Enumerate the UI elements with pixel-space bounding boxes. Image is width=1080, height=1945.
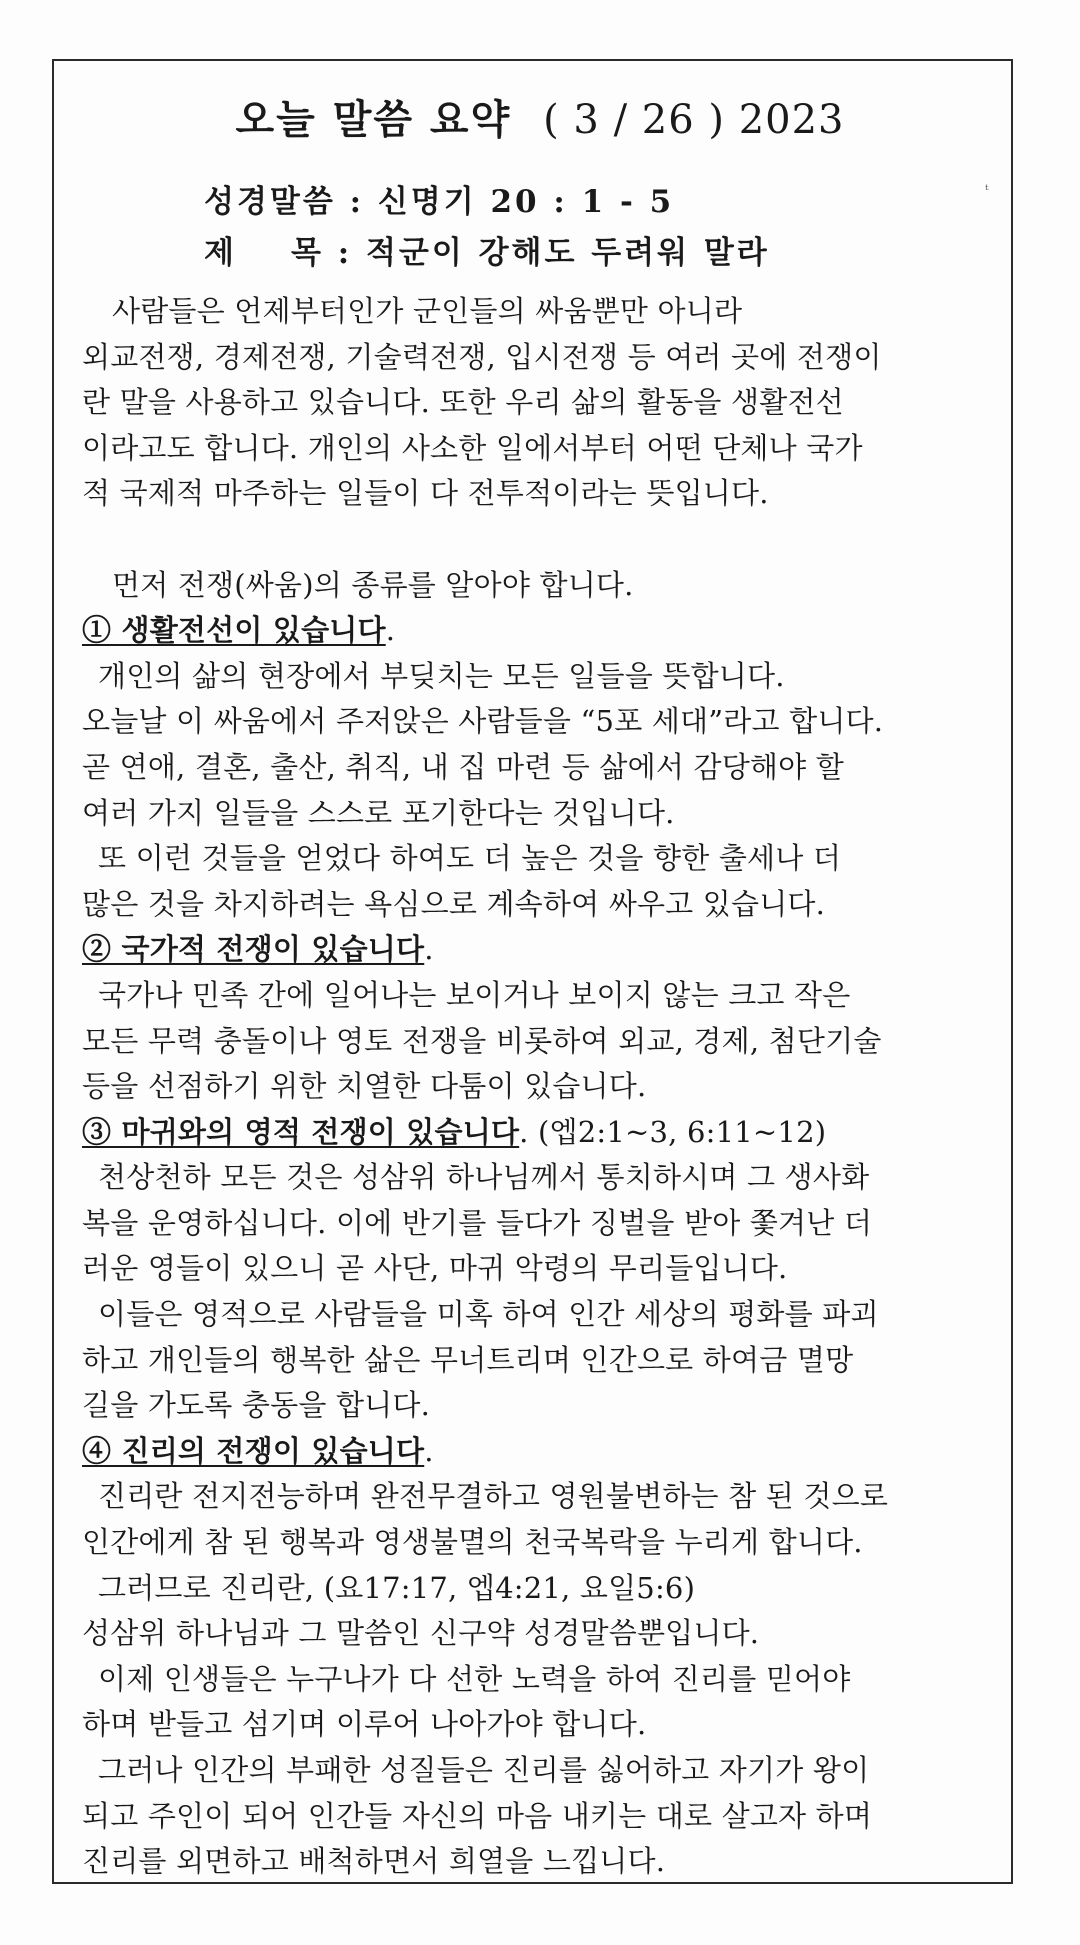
section-line: 등을 선점하기 위한 치열한 다툼이 있습니다. (82, 1069, 647, 1104)
section-heading-suffix: . (424, 932, 434, 967)
section-line: 하며 받들고 섬기며 이루어 나아가야 합니다. (82, 1707, 647, 1742)
section-line: 이들은 영적으로 사람들을 미혹 하여 인간 세상의 평화를 파괴 (98, 1297, 879, 1332)
section-heading-suffix: . (424, 1433, 434, 1468)
section-line: 그러나 인간의 부패한 성질들은 진리를 싫어하고 자기가 왕이 (98, 1753, 870, 1787)
section-line: 많은 것을 차지하려는 욕심으로 계속하여 싸우고 있습니다. (82, 886, 826, 921)
section-line: 오늘날 이 싸움에서 주저앉은 사람들을 “5포 세대”라고 합니다. (82, 704, 884, 739)
subject-label-first: 제 (204, 235, 237, 271)
section-line: 되고 주인이 되어 인간들 자신의 마음 내키는 대로 살고자 하며 (82, 1798, 873, 1833)
section-line: 여러 가지 일들을 스스로 포기한다는 것입니다. (82, 795, 675, 830)
title-date: ( 3 / 26 ) 2023 (543, 97, 845, 143)
section-line: 모든 무력 충돌이나 영토 전쟁을 비롯하여 외교, 경제, 첨단기술 (82, 1023, 882, 1058)
subject-label-second: 목 : (290, 235, 353, 271)
blank-line (82, 517, 1002, 563)
section-heading-text: ④ 진리의 전쟁이 있습니다 (82, 1433, 425, 1468)
sermon-subject (204, 227, 770, 272)
section-line: 러운 영들이 있으니 곧 사단, 마귀 악령의 무리들입니다. (82, 1251, 788, 1286)
section-heading-text: ① 생활전선이 있습니다 (82, 613, 386, 648)
section-line: 하고 개인들의 행복한 삶은 무너트리며 인간으로 하여금 멸망 (82, 1342, 854, 1377)
intro-line: 외교전쟁, 경제전쟁, 기술력전쟁, 입시전쟁 등 여러 곳에 전쟁이 (82, 339, 882, 374)
section-heading-suffix: . (엡2:1~3, 6:11~12) (519, 1114, 827, 1149)
section-heading-3 (82, 1110, 1002, 1156)
section-line: 인간에게 참 된 행복과 영생불멸의 천국복락을 누리게 합니다. (82, 1525, 863, 1560)
section-heading-text: ③ 마귀와의 영적 전쟁이 있습니다 (82, 1114, 520, 1149)
subject-value: 적군이 강해도 두려워 말라 (365, 235, 770, 271)
section-line: 성삼위 하나님과 그 말씀인 신구약 성경말씀뿐입니다. (82, 1616, 760, 1651)
title-text: 오늘 말씀 요약 (235, 96, 512, 143)
section-heading-4 (82, 1429, 1002, 1475)
section-heading-suffix: . (385, 613, 396, 648)
sermon-body (82, 289, 1002, 1885)
page-title (0, 88, 1080, 145)
intro-line: 란 말을 사용하고 있습니다. 또한 우리 삶의 활동을 생활전선 (82, 385, 844, 420)
lead-line: 먼저 전쟁(싸움)의 종류를 알아야 합니다. (112, 567, 634, 602)
intro-line: 이라고도 합니다. 개인의 사소한 일에서부터 어떤 단체나 국가 (82, 430, 863, 465)
intro-line: 적 국제적 마주하는 일들이 다 전투적이라는 뜻입니다. (82, 476, 769, 511)
scan-mark-icon: ₜ (985, 178, 989, 194)
section-line: 진리를 외면하고 배척하면서 희열을 느낍니다. (82, 1844, 666, 1879)
section-line: 천상천하 모든 것은 성삼위 하나님께서 통치하시며 그 생사화 (98, 1160, 870, 1195)
section-line: 그러므로 진리란, (요17:17, 엡4:21, 요일5:6) (98, 1570, 696, 1605)
section-line: 국가나 민족 간에 일어나는 보이거나 보이지 않는 크고 작은 (98, 977, 851, 1012)
section-heading-1 (82, 608, 1002, 654)
section-line: 이제 인생들은 누구나가 다 선한 노력을 하여 진리를 믿어야 (98, 1661, 851, 1696)
section-line: 복을 운영하십니다. 이에 반기를 들다가 징벌을 받아 쫓겨난 더 (82, 1205, 873, 1240)
scripture-reference (204, 176, 674, 221)
section-heading-text: ② 국가적 전쟁이 있습니다 (82, 932, 425, 967)
section-line: 개인의 삶의 현장에서 부딪치는 모든 일들을 뜻합니다. (98, 658, 785, 693)
section-line: 또 이런 것들을 얻었다 하여도 더 높은 것을 향한 출세나 더 (98, 841, 842, 876)
section-heading-2 (82, 927, 1002, 973)
section-line: 곧 연애, 결혼, 출산, 취직, 내 집 마련 등 삶에서 감당해야 할 (82, 749, 844, 784)
section-line: 진리란 전지전능하며 완전무결하고 영원불변하는 참 된 것으로 (98, 1479, 889, 1514)
scripture-value: 신명기 20 : 1 - 5 (377, 184, 675, 220)
intro-line: 사람들은 언제부터인가 군인들의 싸움뿐만 아니라 (112, 294, 743, 328)
section-line: 길을 가도록 충동을 합니다. (82, 1388, 431, 1423)
scripture-label: 성경말씀 : (204, 184, 365, 220)
